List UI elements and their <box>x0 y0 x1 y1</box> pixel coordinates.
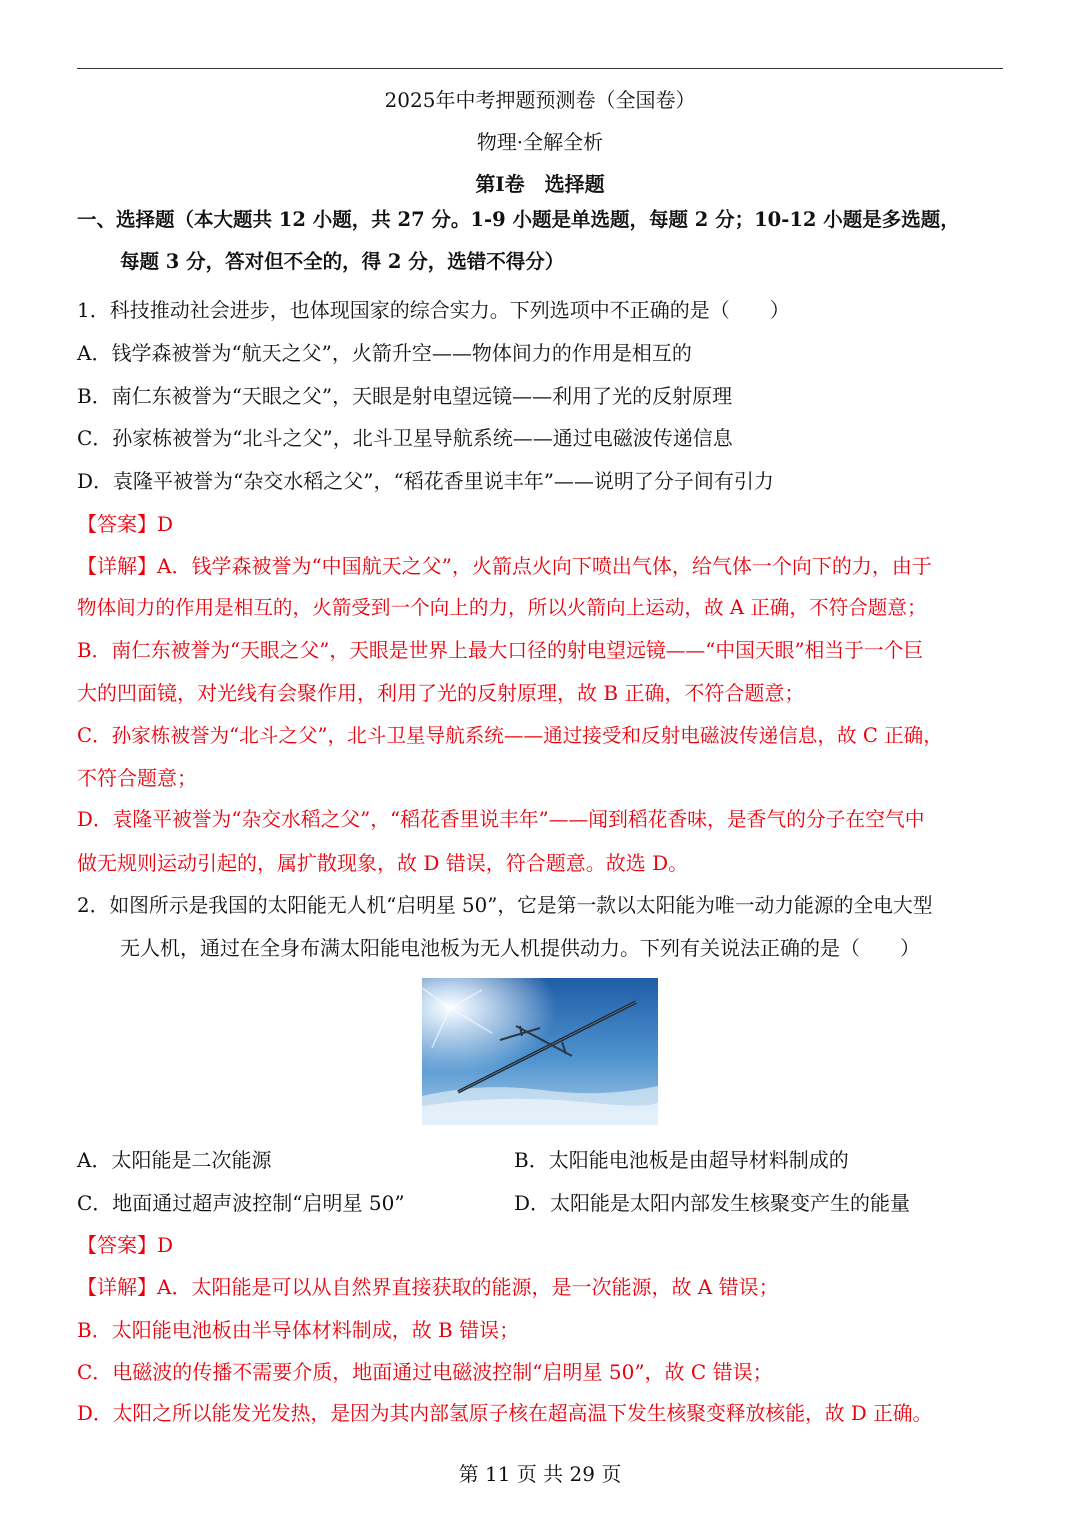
q2-explain-line: B．太阳能电池板由半导体材料制成，故 B 错误； <box>77 1318 520 1342</box>
q2-explain-line: D．太阳之所以能发光发热，是因为其内部氢原子核在超高温下发生核聚变释放核能，故 D 正确。 <box>77 1402 933 1425</box>
q2-option-d: D．太阳能是太阳内部发生核聚变产生的能量 <box>514 1191 911 1215</box>
q1-option-d: D．袁隆平被誉为“杂交水稻之父”，“稻花香里说丰年”——说明了分子间有引力 <box>77 469 774 493</box>
q2-option-b: B．太阳能电池板是由超导材料制成的 <box>514 1148 849 1172</box>
q1-stem: 1．科技推动社会进步，也体现国家的综合实力。下列选项中不正确的是（ ） <box>77 298 790 322</box>
q1-option-c: C．孙家栋被誉为“北斗之父”，北斗卫星导航系统——通过电磁波传递信息 <box>77 426 733 450</box>
q1-explain-line: 【详解】A．钱学森被誉为“中国航天之父”，火箭点火向下喷出气体，给气体一个向下的力，由于 <box>77 554 932 578</box>
q1-option-a: A．钱学森被誉为“航天之父”，火箭升空——物体间力的作用是相互的 <box>77 341 692 365</box>
subtitle: 物理·全解全析 <box>476 130 604 154</box>
solar-drone-photo <box>422 978 658 1125</box>
q1-explain-line: 做无规则运动引起的，属扩散现象，故 D 错误，符合题意。故选 D。 <box>77 851 689 875</box>
q2-option-c: C．地面通过超声波控制“启明星 50” <box>77 1191 405 1215</box>
q1-explain-line: D．袁隆平被誉为“杂交水稻之父”，“稻花香里说丰年”——闻到稻花香味，是香气的分子在空气中 <box>77 808 925 831</box>
q1-answer: 【答案】D <box>77 512 174 536</box>
q1-explain-line: B．南仁东被誉为“天眼之父”，天眼是世界上最大口径的射电望远镜——“中国天眼”相当于一个巨 <box>77 639 924 662</box>
q1-explain-line: 大的凹面镜，对光线有会聚作用，利用了光的反射原理，故 B 正确，不符合题意； <box>77 681 805 705</box>
section-heading-line1: 一、选择题（本大题共 12 小题，共 27 分。1-9 小题是单选题，每题 2 分；10-12 小题是多选题， <box>77 208 960 231</box>
exam-title: 2025年中考押题预测卷（全国卷） <box>384 88 696 112</box>
q2-explain-line: 【详解】A．太阳能是可以从自然界直接获取的能源，是一次能源，故 A 错误； <box>77 1275 779 1299</box>
q2-option-a: A．太阳能是二次能源 <box>77 1148 272 1172</box>
q2-stem-line1: 2．如图所示是我国的太阳能无人机“启明星 50”，它是第一款以太阳能为唯一动力能源的全电大型 <box>77 894 933 917</box>
section-heading-line2: 每题 3 分，答对但不全的，得 2 分，选错不得分） <box>120 250 565 273</box>
page-footer: 第 11 页 共 29 页 <box>458 1462 622 1486</box>
q1-explain-line: 不符合题意； <box>77 766 197 790</box>
part-title: 第Ⅰ卷 选择题 <box>475 172 605 196</box>
q1-option-b: B．南仁东被誉为“天眼之父”，天眼是射电望远镜——利用了光的反射原理 <box>77 384 733 408</box>
top-rule <box>77 68 1003 69</box>
q1-explain-line: 物体间力的作用是相互的，火箭受到一个向上的力，所以火箭向上运动，故 A 正确，不符合题意； <box>77 596 927 619</box>
q2-stem-line2: 无人机，通过在全身布满太阳能电池板为无人机提供动力。下列有关说法正确的是（ ） <box>120 936 920 960</box>
q2-explain-line: C．电磁波的传播不需要介质，地面通过电磁波控制“启明星 50”，故 C 错误； <box>77 1360 773 1384</box>
q1-explain-line: C．孙家栋被誉为“北斗之父”，北斗卫星导航系统——通过接受和反射电磁波传递信息，故 C 正确， <box>77 724 943 747</box>
q2-answer: 【答案】D <box>77 1233 174 1257</box>
